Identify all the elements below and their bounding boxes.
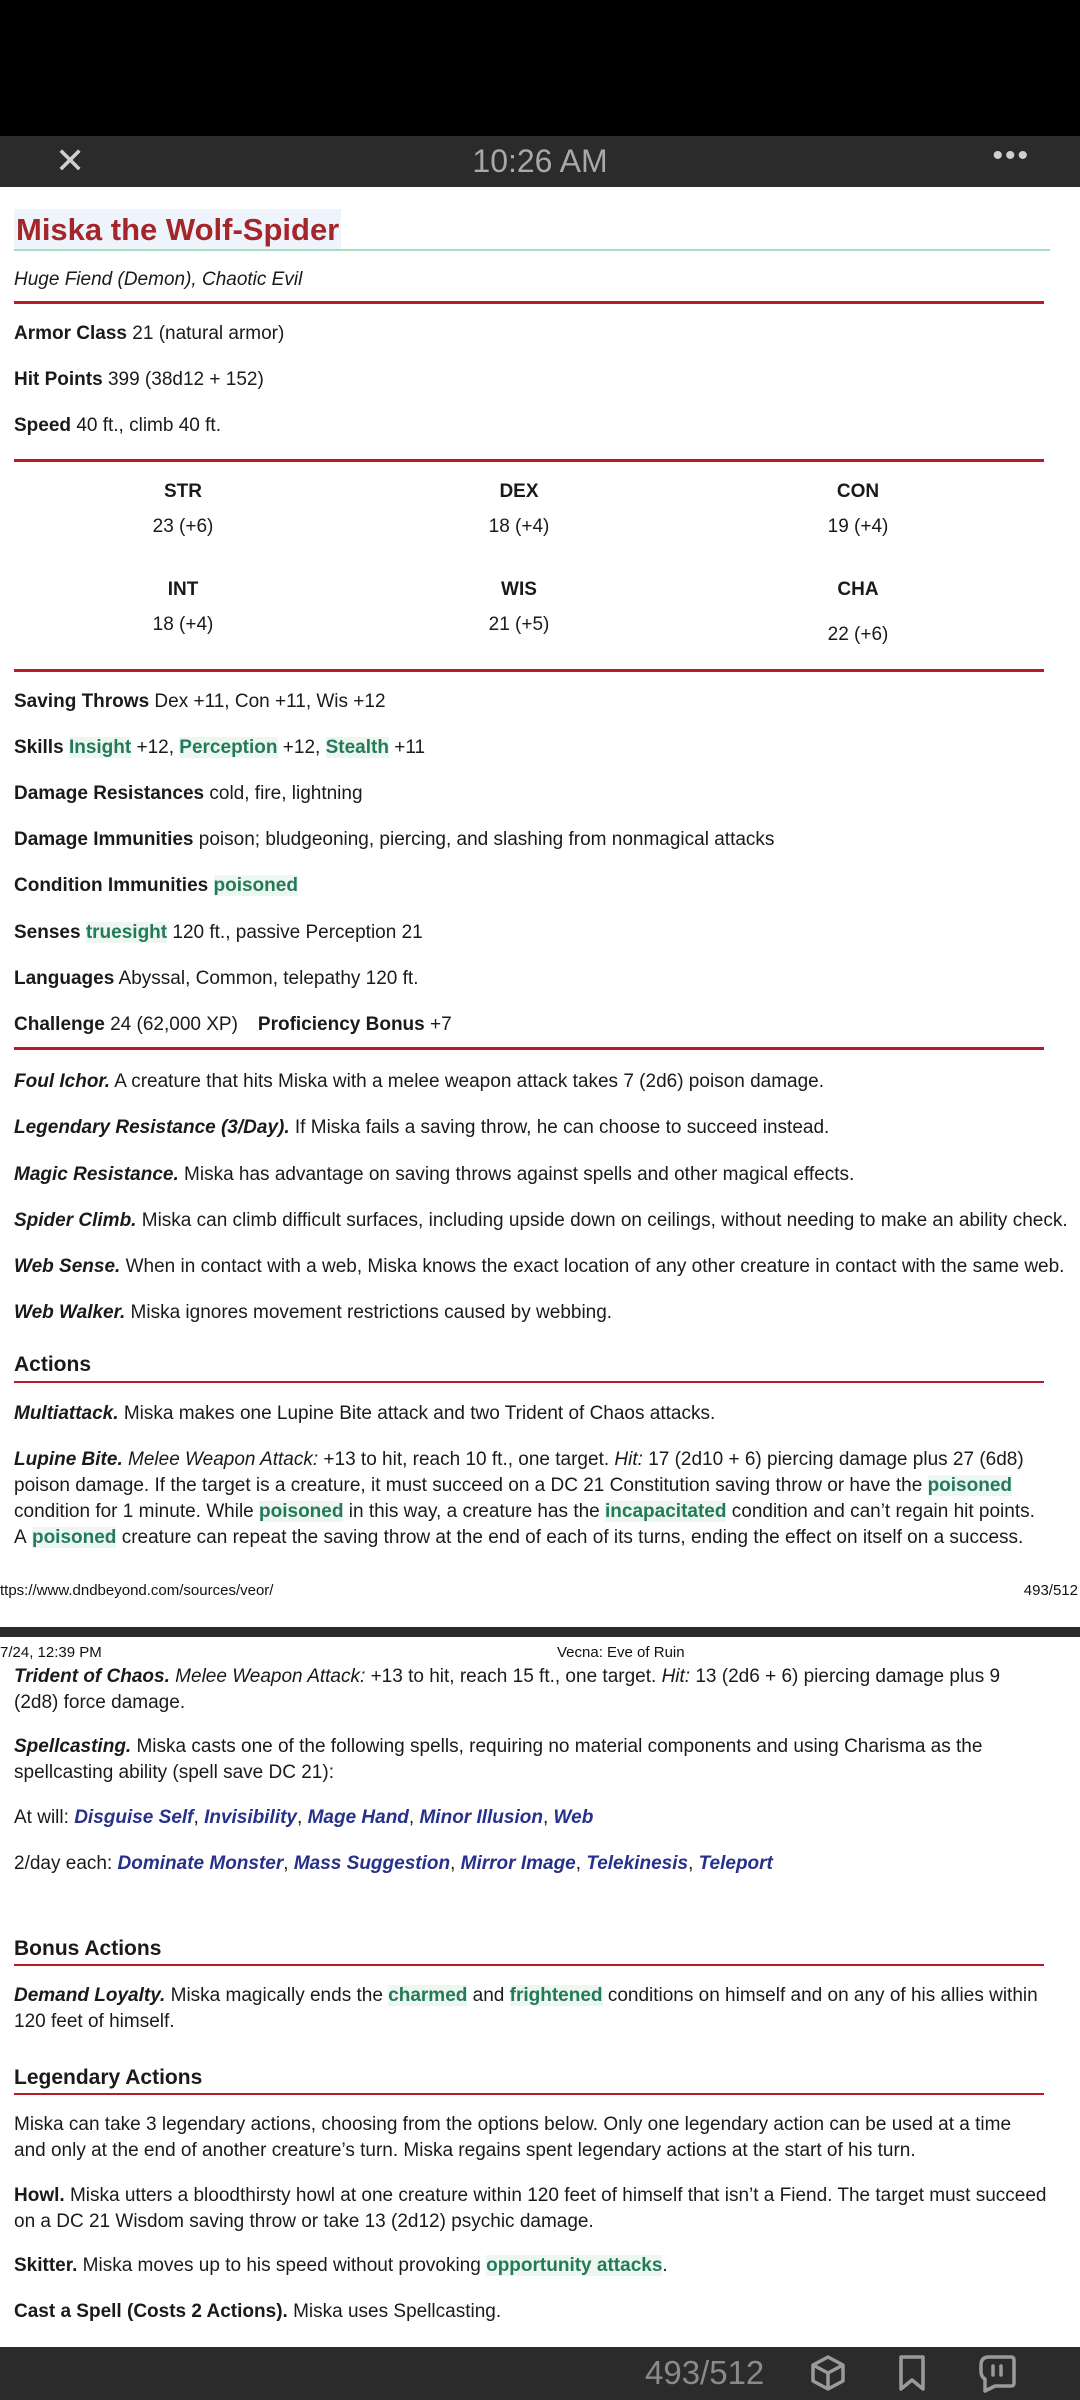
print-title: Vecna: Eve of Ruin bbox=[557, 1644, 685, 1661]
condition-poisoned-link[interactable]: poisoned bbox=[927, 1475, 1013, 1496]
spell-link[interactable]: Mage Hand bbox=[307, 1807, 409, 1828]
document-page-1 bbox=[0, 187, 1080, 1627]
truesight-link[interactable]: truesight bbox=[85, 922, 168, 943]
spell-link[interactable]: Disguise Self bbox=[74, 1807, 194, 1828]
footer-page-number: 493/512 bbox=[1023, 1582, 1078, 1599]
spell-link[interactable]: Web bbox=[553, 1807, 594, 1828]
creature-type: Huge Fiend (Demon), Chaotic Evil bbox=[14, 269, 303, 290]
action-multiattack: Multiattack. Miska makes one Lupine Bite attack and two Trident of Chaos attacks. bbox=[14, 1403, 716, 1424]
page-title: Miska the Wolf-Spider bbox=[14, 209, 341, 251]
action-trident-of-chaos: Trident of Chaos. Melee Weapon Attack: +13 to hit, reach 15 ft., one target. Hit: 13 (2d6 + 6) piercing damage plus 9 (2d8) force damage. bbox=[14, 1666, 1001, 1713]
legendary-howl: Howl. Miska utters a bloodthirsty howl at one creature within 120 feet of himself that isn’t a Fiend. The target must succeed on a DC 21 Wisdom saving throw or take 13 (2d12) psychic damage. bbox=[14, 2185, 1047, 2232]
legendary-actions-heading: Legendary Actions bbox=[14, 2066, 203, 2089]
divider bbox=[14, 1047, 1044, 1050]
legendary-intro: Miska can take 3 legendary actions, choosing from the options below. Only one legendary action can be used at a time and only at the end of another creature’s turn. Miska regains spent legendary actions at the start of his turn. bbox=[14, 2114, 1012, 2161]
trait-legendary-resistance: Legendary Resistance (3/Day). If Miska fails a saving throw, he can choose to succeed instead. bbox=[14, 1117, 830, 1138]
document-page-2 bbox=[0, 1637, 1080, 2347]
condition-incapacitated-link[interactable]: incapacitated bbox=[605, 1501, 727, 1522]
page-indicator[interactable]: 493/512 bbox=[645, 2354, 765, 2391]
spell-link[interactable]: Mirror Image bbox=[460, 1853, 576, 1874]
spells-at-will: At will: Disguise Self, Invisibility, Mage Hand, Minor Illusion, Web bbox=[14, 1807, 594, 1828]
trait-magic-resistance: Magic Resistance. Miska has advantage on saving throws against spells and other magical effects. bbox=[14, 1164, 855, 1185]
damage-resistances: Damage Resistances cold, fire, lightning bbox=[14, 783, 363, 804]
page-separator bbox=[0, 1627, 1080, 1637]
damage-immunities: Damage Immunities poison; bludgeoning, piercing, and slashing from nonmagical attacks bbox=[14, 829, 775, 850]
print-date: 7/24, 12:39 PM bbox=[0, 1644, 102, 1661]
languages: Languages Abyssal, Common, telepathy 120 ft. bbox=[14, 968, 419, 989]
divider bbox=[14, 301, 1044, 304]
annotation-icon[interactable] bbox=[977, 2353, 1017, 2393]
status-bar-area bbox=[0, 0, 1080, 136]
spells-per-day: 2/day each: Dominate Monster, Mass Suggestion, Mirror Image, Telekinesis, Teleport bbox=[14, 1853, 773, 1874]
opportunity-attacks-link[interactable]: opportunity attacks bbox=[486, 2255, 663, 2276]
divider bbox=[14, 1964, 1044, 1966]
legendary-cast-a-spell: Cast a Spell (Costs 2 Actions). Miska uses Spellcasting. bbox=[14, 2301, 502, 2322]
spell-link[interactable]: Dominate Monster bbox=[117, 1853, 284, 1874]
condition-immunities: Condition Immunities poisoned bbox=[14, 875, 298, 896]
reader-bottom-bar bbox=[0, 2347, 1080, 2400]
condition-charmed-link[interactable]: charmed bbox=[388, 1985, 468, 2006]
bonus-demand-loyalty: Demand Loyalty. Miska magically ends the charmed and frightened conditions on himself and on any of his allies within 120 feet of himself. bbox=[14, 1985, 1038, 2032]
senses: Senses truesight 120 ft., passive Perception 21 bbox=[14, 922, 423, 943]
legendary-skitter: Skitter. Miska moves up to his speed without provoking opportunity attacks. bbox=[14, 2255, 668, 2276]
condition-poisoned-link[interactable]: poisoned bbox=[213, 875, 298, 896]
divider bbox=[14, 1381, 1044, 1383]
spell-link[interactable]: Mass Suggestion bbox=[293, 1853, 451, 1874]
trait-foul-ichor: Foul Ichor. A creature that hits Miska with a melee weapon attack takes 7 (2d6) poison damage. bbox=[14, 1071, 825, 1092]
divider bbox=[14, 2093, 1044, 2095]
trait-spider-climb: Spider Climb. Miska can climb difficult surfaces, including upside down on ceilings, without needing to make an ability check. bbox=[14, 1210, 1068, 1231]
skill-perception-link[interactable]: Perception bbox=[179, 737, 278, 758]
ability-con: CON 19 (+4) bbox=[827, 481, 889, 537]
reader-top-bar bbox=[0, 136, 1080, 187]
actions-heading: Actions bbox=[14, 1353, 92, 1376]
condition-frightened-link[interactable]: frightened bbox=[509, 1985, 603, 2006]
skill-insight-link[interactable]: Insight bbox=[68, 737, 132, 758]
title-underline bbox=[14, 249, 1050, 251]
footer-url: ttps://www.dndbeyond.com/sources/veor/ bbox=[0, 1582, 274, 1599]
trait-web-sense: Web Sense. When in contact with a web, Miska knows the exact location of any other creature in contact with the same web. bbox=[14, 1256, 1065, 1277]
ability-cha: CHA 22 (+6) bbox=[827, 579, 889, 645]
ability-int: INT 18 (+4) bbox=[152, 579, 214, 635]
spell-link[interactable]: Telekinesis bbox=[586, 1853, 689, 1874]
condition-poisoned-link[interactable]: poisoned bbox=[259, 1501, 344, 1522]
trait-web-walker: Web Walker. Miska ignores movement restrictions caused by webbing. bbox=[14, 1302, 613, 1323]
action-lupine-bite: Lupine Bite. Melee Weapon Attack: +13 to hit, reach 10 ft., one target. Hit: 17 (2d10 + 6) piercing damage plus 27 (6d8) poison damage. If the target is a creature, it must succeed on a DC 21 Constitution saving throw or have the poisoned condition for 1 minute. While poisoned in this way, a creature has the incapacitated condition and can’t regain hit points. A poisoned creature can repeat the saving throw at the end of each of its turns, ending the effect on itself on a success. bbox=[14, 1449, 1035, 1548]
ability-wis: WIS 21 (+5) bbox=[488, 579, 550, 635]
close-icon[interactable]: ✕ bbox=[55, 140, 86, 181]
armor-class: Armor Class 21 (natural armor) bbox=[14, 323, 285, 344]
saving-throws: Saving Throws Dex +11, Con +11, Wis +12 bbox=[14, 691, 386, 712]
more-options-icon[interactable]: ••• bbox=[992, 139, 1030, 172]
action-spellcasting: Spellcasting. Miska casts one of the following spells, requiring no material components and using Charisma as the spellcasting ability (spell save DC 21): bbox=[14, 1736, 983, 1783]
ability-dex: DEX 18 (+4) bbox=[488, 481, 550, 537]
spell-link[interactable]: Invisibility bbox=[204, 1807, 297, 1828]
ability-str: STR 23 (+6) bbox=[152, 481, 214, 537]
bookmark-icon[interactable] bbox=[892, 2353, 932, 2393]
cube-icon[interactable] bbox=[808, 2353, 848, 2393]
skill-stealth-link[interactable]: Stealth bbox=[325, 737, 389, 758]
spell-link[interactable]: Minor Illusion bbox=[419, 1807, 543, 1828]
spell-link[interactable]: Teleport bbox=[698, 1853, 773, 1874]
bonus-actions-heading: Bonus Actions bbox=[14, 1937, 162, 1960]
condition-poisoned-link[interactable]: poisoned bbox=[31, 1527, 117, 1548]
time-display: 10:26 AM bbox=[472, 143, 608, 179]
skills: Skills Insight +12, Perception +12, Stealth +11 bbox=[14, 737, 426, 758]
speed: Speed 40 ft., climb 40 ft. bbox=[14, 415, 221, 436]
challenge: Challenge 24 (62,000 XP) Proficiency Bonus +7 bbox=[14, 1014, 452, 1035]
divider bbox=[14, 669, 1044, 672]
hit-points: Hit Points 399 (38d12 + 152) bbox=[14, 369, 264, 390]
divider bbox=[14, 459, 1044, 462]
